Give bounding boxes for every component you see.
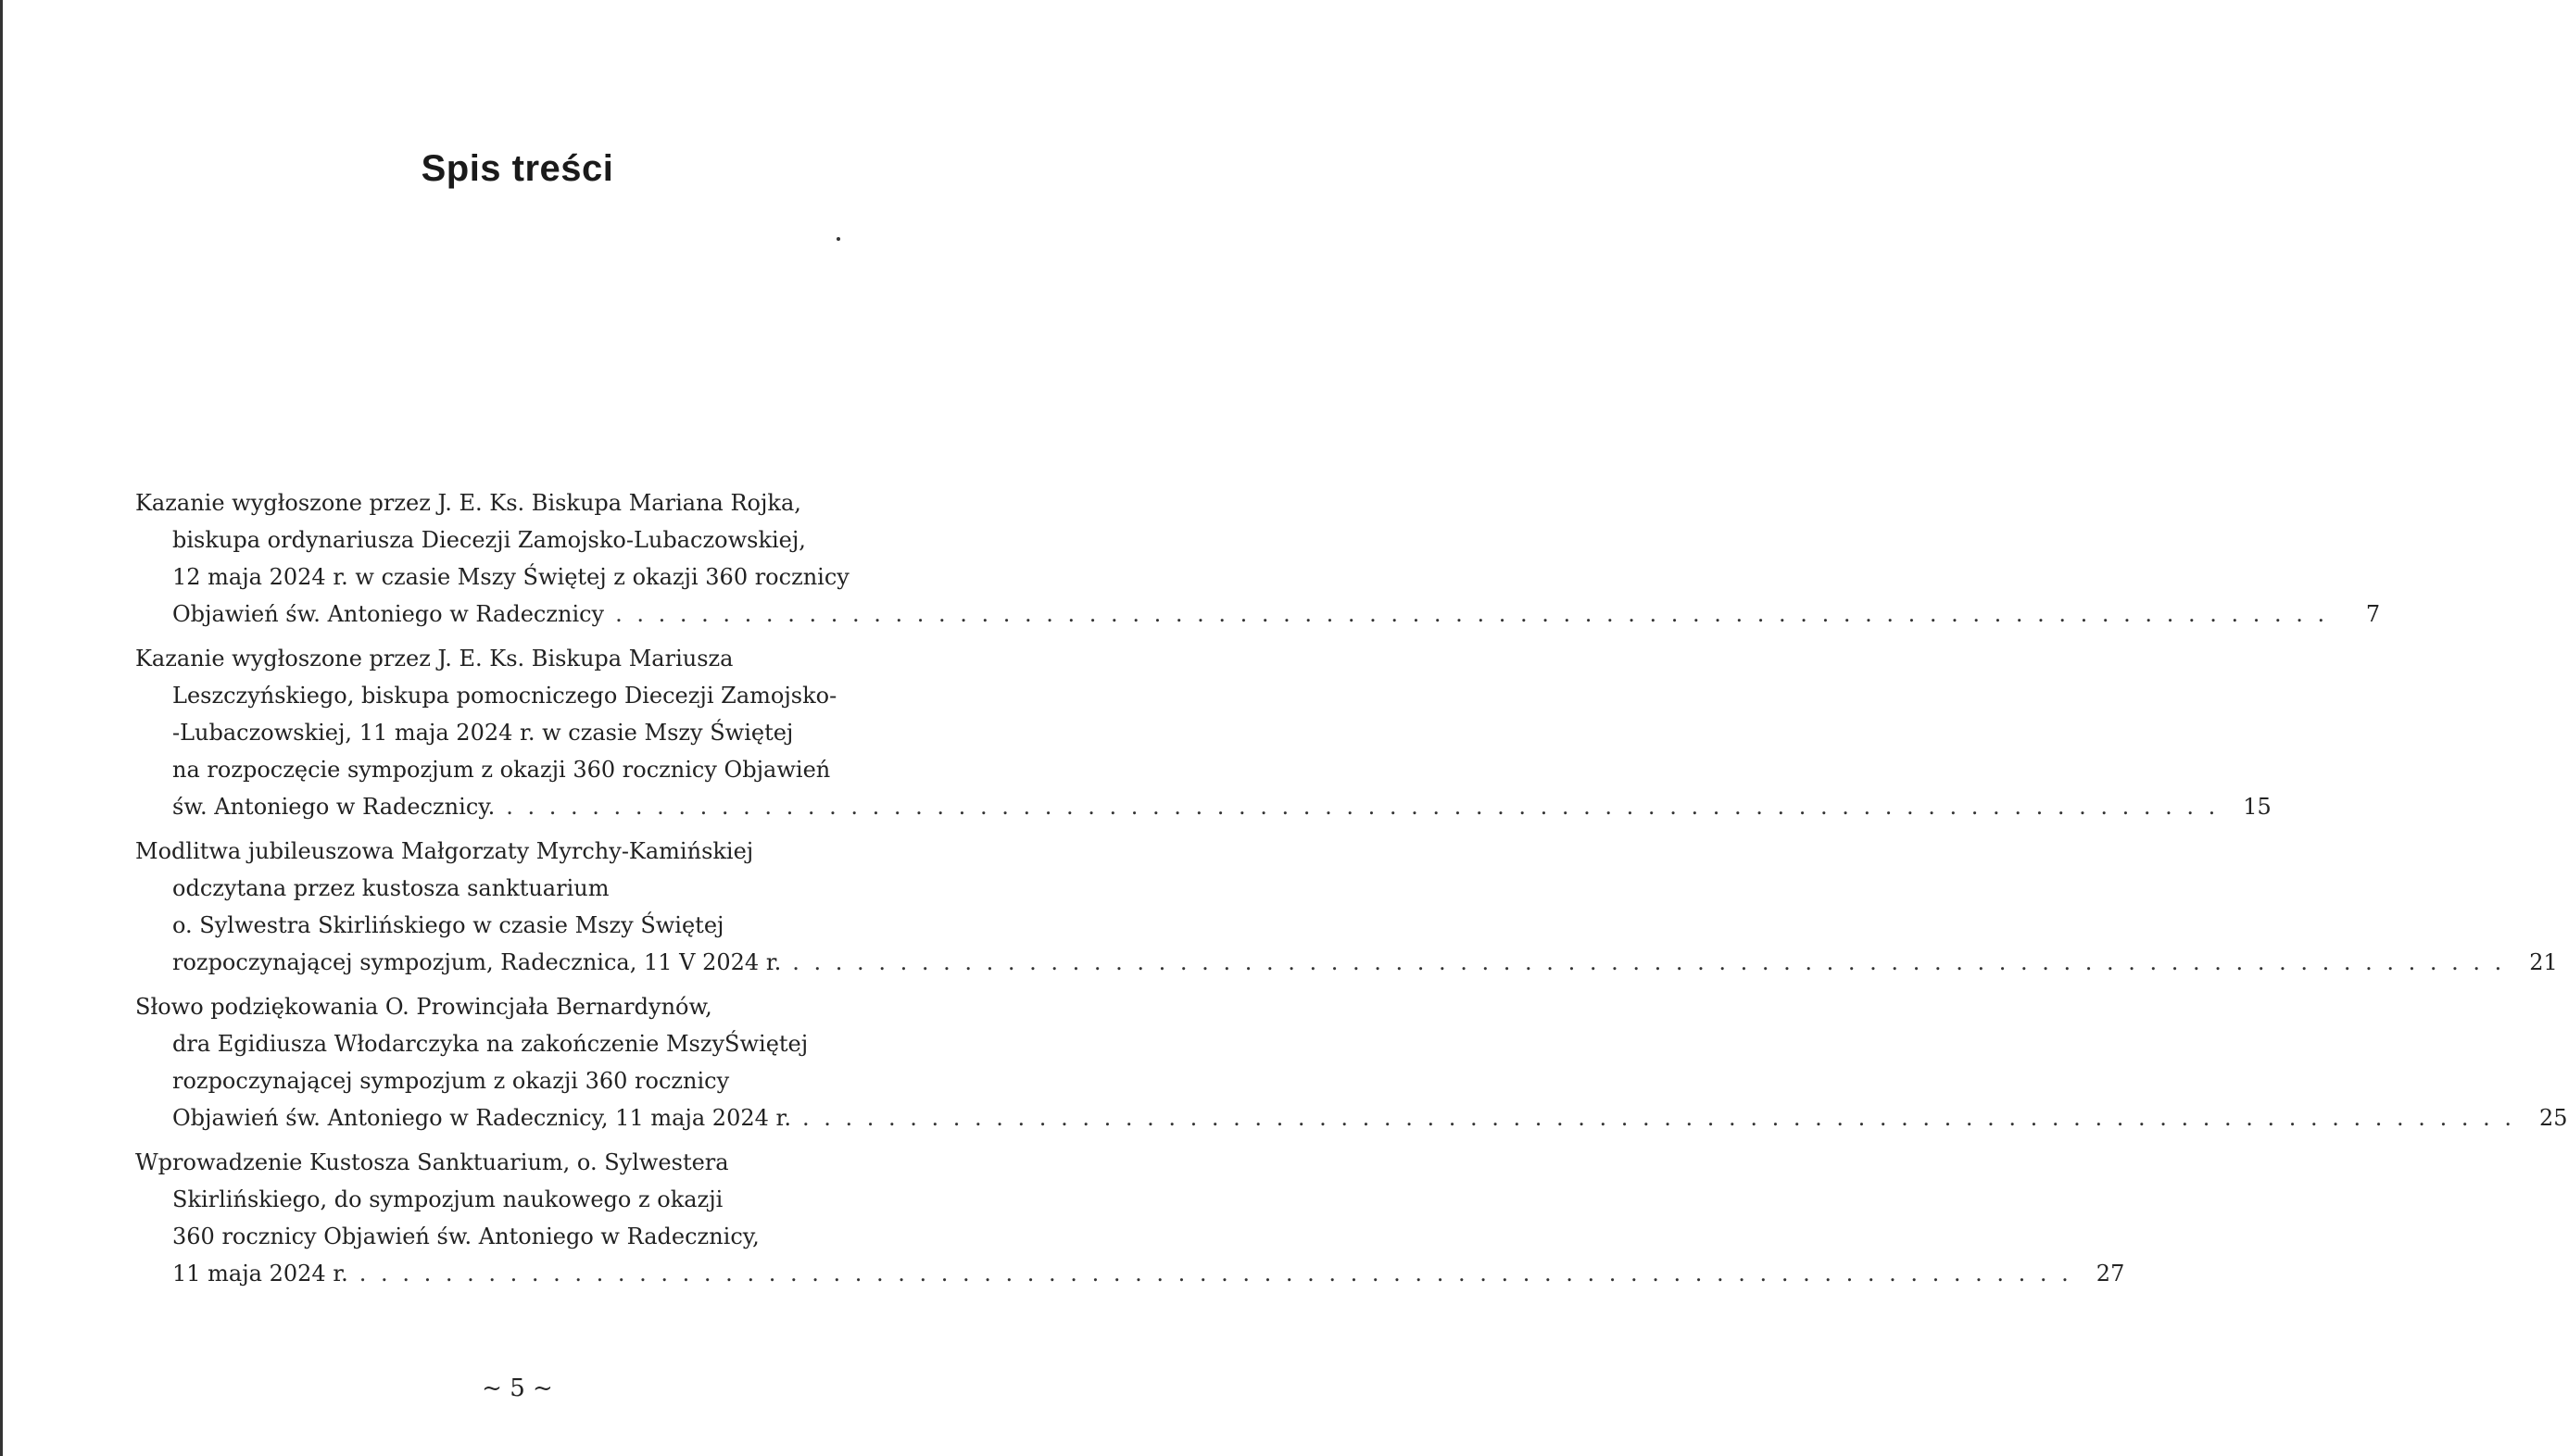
toc-entry-last-line xyxy=(135,1255,2125,1292)
toc-page-number[interactable]: 21 xyxy=(2529,949,2558,975)
toc-entry-line: Kazanie wygłoszone przez J. E. Ks. Biskupa Mariana Rojka, xyxy=(135,490,801,516)
toc-entry-line: Skirlińskiego, do sympozjum naukowego z okazji xyxy=(172,1186,724,1212)
page-number: ~ 5 ~ xyxy=(482,1374,553,1402)
toc-page-number[interactable]: 15 xyxy=(2243,794,2272,820)
page-title: Spis treści xyxy=(421,148,614,189)
toc-entry-line: na rozpoczęcie sympozjum z okazji 360 rocznicy Objawień xyxy=(172,757,831,783)
dot-leader: . . . . . . . . . . . . . . . . . . . . . . . . . . . . . . . . . . . . . . . . . . . . . . . . . . . . . . . . . . . . . . . . . . . . . . . . . . . . . . . . xyxy=(801,1105,2515,1131)
page-edge xyxy=(0,0,3,1456)
toc-page-number[interactable]: 27 xyxy=(2096,1261,2125,1287)
toc-entry-line: 11 maja 2024 r. xyxy=(172,1261,348,1287)
table-of-contents xyxy=(135,484,2568,1299)
toc-entry-line: o. Sylwestra Skirlińskiego w czasie Mszy Świętej xyxy=(172,912,724,938)
dot-leader: . . . . . . . . . . . . . . . . . . . . . . . . . . . . . . . . . . . . . . . . . . . . . . . . . . . . . . . . . . . . . . . . . . . . . . . . . . . . . . . . xyxy=(792,949,2506,975)
speck xyxy=(837,237,840,241)
toc-entry-line: św. Antoniego w Radecznicy. xyxy=(172,794,496,820)
toc-entry-line: Objawień św. Antoniego w Radecznicy xyxy=(172,601,605,627)
toc-entry-line: Objawień św. Antoniego w Radecznicy, 11 maja 2024 r. xyxy=(172,1105,791,1131)
toc-entry-line: 12 maja 2024 r. w czasie Mszy Świętej z okazji 360 rocznicy xyxy=(172,564,850,590)
toc-entry-line: Wprowadzenie Kustosza Sanktuarium, o. Sylwestera xyxy=(135,1149,729,1175)
toc-entry-line: dra Egidiusza Włodarczyka na zakończenie MszyŚwiętej xyxy=(172,1031,809,1057)
toc-entry-line: Kazanie wygłoszone przez J. E. Ks. Biskupa Mariusza xyxy=(135,646,734,672)
toc-entry-last-line xyxy=(135,944,2558,981)
toc-entry[interactable] xyxy=(135,484,2381,633)
toc-entry-line: -Lubaczowskiej, 11 maja 2024 r. w czasie Mszy Świętej xyxy=(172,720,794,746)
toc-entry-line: rozpoczynającej sympozjum z okazji 360 rocznicy xyxy=(172,1068,730,1094)
toc-entry-last-line xyxy=(135,596,2381,633)
toc-entry-line: Leszczyńskiego, biskupa pomocniczego Diecezji Zamojsko- xyxy=(172,683,837,709)
toc-entry[interactable] xyxy=(135,1144,2125,1292)
toc-entry[interactable] xyxy=(135,833,2558,981)
toc-entry-last-line xyxy=(135,1099,2568,1136)
dot-leader: . . . . . . . . . . . . . . . . . . . . . . . . . . . . . . . . . . . . . . . . . . . . . . . . . . . . . . . . . . . . . . . . . . . . . . . . . . . . . . . . xyxy=(506,794,2220,820)
toc-entry-line: rozpoczynającej sympozjum, Radecznica, 11 V 2024 r. xyxy=(172,949,782,975)
toc-entry[interactable] xyxy=(135,988,2568,1136)
toc-page-number[interactable]: 7 xyxy=(2365,601,2381,627)
toc-entry-line: Modlitwa jubileuszowa Małgorzaty Myrchy-Kamińskiej xyxy=(135,838,754,864)
dot-leader: . . . . . . . . . . . . . . . . . . . . . . . . . . . . . . . . . . . . . . . . . . . . . . . . . . . . . . . . . . . . . . . . . . . . . . . . . . . . . . . . xyxy=(359,1261,2072,1287)
toc-entry-last-line xyxy=(135,788,2272,825)
toc-entry-line: 360 rocznicy Objawień św. Antoniego w Radecznicy, xyxy=(172,1224,760,1249)
toc-entry[interactable] xyxy=(135,640,2272,825)
dot-leader: . . . . . . . . . . . . . . . . . . . . . . . . . . . . . . . . . . . . . . . . . . . . . . . . . . . . . . . . . . . . . . . . . . . . . . . . . . . . . . . . xyxy=(615,601,2329,627)
toc-entry-line: odczytana przez kustosza sanktuarium xyxy=(172,875,610,901)
toc-entry-line: biskupa ordynariusza Diecezji Zamojsko-Lubaczowskiej, xyxy=(172,527,806,553)
toc-page-number[interactable]: 25 xyxy=(2538,1105,2568,1131)
toc-entry-line: Słowo podziękowania O. Prowincjała Bernardynów, xyxy=(135,994,712,1020)
